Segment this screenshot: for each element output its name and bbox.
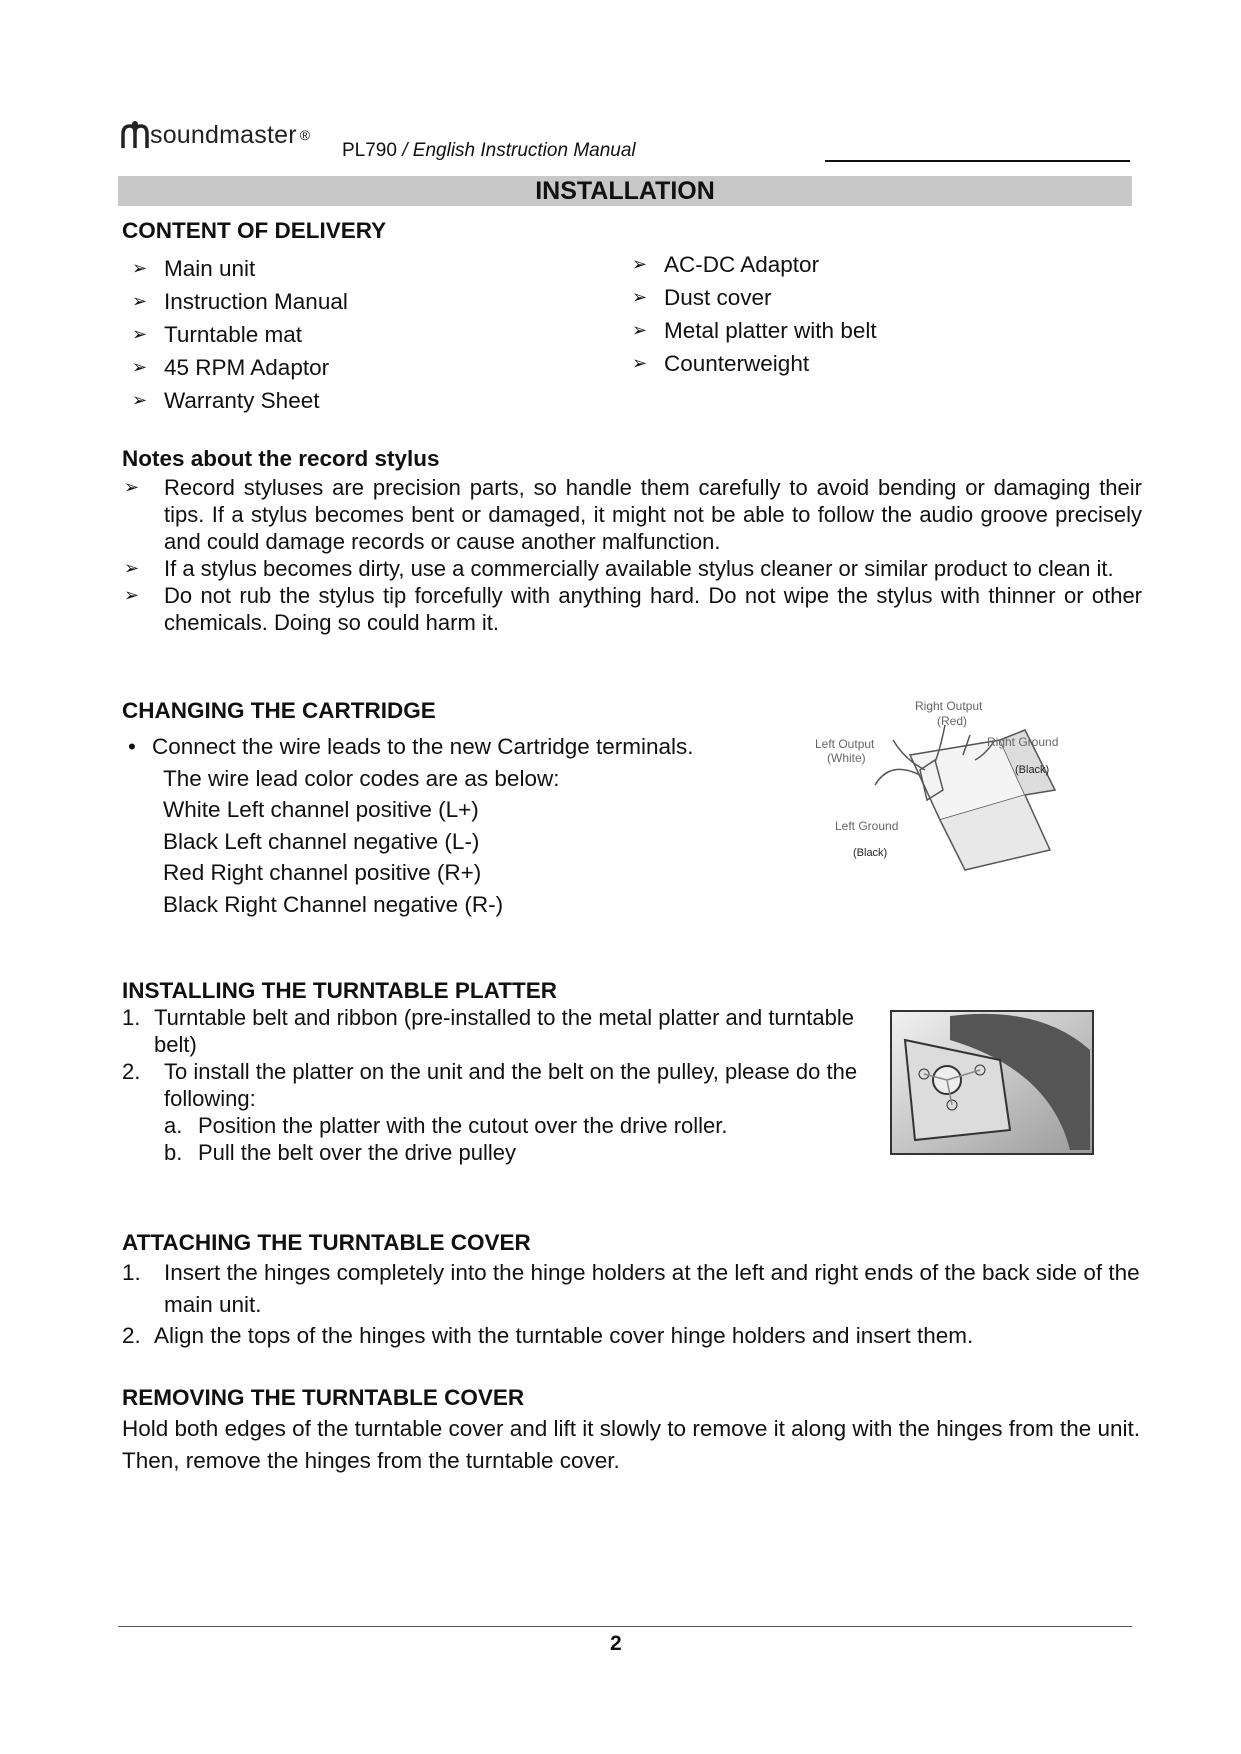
platter-steps — [122, 1004, 862, 1166]
brand-logo — [120, 120, 310, 150]
label-right-output-color: (Red) — [937, 714, 968, 728]
arrow-bullet-icon: ➢ — [124, 558, 140, 578]
list-item: b. Pull the belt over the drive pulley — [164, 1140, 516, 1165]
list-item: ➢ Record styluses are precision parts, so handle them carefully to avoid bending or damaging their tips. If a stylus becomes bent or damaged, it might not be able to follow the audio groove precisely and could damage records or cause another malfunction. — [124, 475, 1142, 554]
attach-steps — [122, 1257, 1142, 1352]
remove-text: Hold both edges of the turntable cover and lift it slowly to remove it along with the hinges from the unit. Then, remove the hinges from the turntable cover. — [122, 1416, 1141, 1473]
manual-title: / English Instruction Manual — [402, 140, 636, 161]
list-item: ➢ Instruction Manual — [122, 285, 348, 318]
list-item: ➢ AC-DC Adaptor — [622, 248, 877, 281]
label-left-output: Left Output — [815, 737, 875, 751]
model-number: PL790 — [342, 140, 397, 161]
arrow-bullet-icon: ➢ — [632, 353, 648, 373]
list-item: ➢ Warranty Sheet — [122, 384, 348, 417]
label-left-output-color: (White) — [827, 751, 866, 765]
arrow-bullet-icon: ➢ — [132, 324, 148, 344]
label-right-output: Right Output — [915, 700, 983, 713]
stylus-heading: Notes about the record stylus — [122, 446, 440, 471]
arrow-bullet-icon: ➢ — [132, 291, 148, 311]
list-item: ➢ If a stylus becomes dirty, use a commercially available stylus cleaner or similar product to clean it. — [124, 556, 1114, 581]
list-item: ➢ 45 RPM Adaptor — [122, 351, 348, 384]
platter-diagram — [890, 1010, 1095, 1155]
list-item: ➢ Do not rub the stylus tip forcefully with anything hard. Do not wipe the stylus with thinner or other chemicals. Doing so could harm it. — [124, 583, 1142, 635]
arrow-bullet-icon: ➢ — [632, 320, 648, 340]
dot-bullet-icon: • — [128, 734, 136, 759]
wire-code-line: Black Right Channel negative (R-) — [163, 891, 504, 917]
list-item: a. Position the platter with the cutout over the drive roller. — [164, 1113, 728, 1138]
model-line — [342, 140, 636, 162]
list-item: ➢ Counterweight — [622, 347, 877, 380]
label-left-ground-color: (Black) — [853, 847, 888, 859]
arrow-bullet-icon: ➢ — [632, 287, 648, 307]
list-item: • Connect the wire leads to the new Cartridge terminals. — [128, 731, 694, 763]
page-title: INSTALLATION — [118, 176, 1132, 206]
list-item: 2. To install the platter on the unit and the belt on the pulley, please do the following: — [122, 1059, 858, 1111]
brand-name: soundmaster — [150, 120, 297, 149]
header-rule — [825, 160, 1130, 162]
list-item: 2. Align the tops of the hinges with the turntable cover hinge holders and insert them. — [122, 1323, 974, 1348]
attach-heading: ATTACHING THE TURNTABLE COVER — [122, 1230, 531, 1255]
arrow-bullet-icon: ➢ — [124, 477, 140, 497]
delivery-list-left — [122, 252, 348, 417]
platter-heading: INSTALLING THE TURNTABLE PLATTER — [122, 978, 557, 1003]
arrow-bullet-icon: ➢ — [132, 390, 148, 410]
label-right-ground: Right Ground — [987, 735, 1059, 749]
remove-heading: REMOVING THE TURNTABLE COVER — [122, 1385, 525, 1410]
cartridge-instructions — [128, 731, 694, 920]
list-item: ➢ Metal platter with belt — [622, 314, 877, 347]
list-item: 1. Turntable belt and ribbon (pre-installed to the metal platter and turntable belt) — [122, 1005, 854, 1057]
cartridge-diagram — [815, 700, 1075, 875]
wire-code-line: Red Right channel positive (R+) — [163, 860, 482, 885]
wire-code-line: The wire lead color codes are as below: — [163, 765, 560, 791]
arrow-bullet-icon: ➢ — [132, 258, 148, 278]
stylus-notes — [122, 474, 1142, 636]
arrow-bullet-icon: ➢ — [132, 357, 148, 377]
label-left-ground: Left Ground — [835, 819, 899, 833]
list-item: 1. Insert the hinges completely into the hinge holders at the left and right ends of the back side of the main unit. — [122, 1260, 1140, 1317]
list-item: ➢ Turntable mat — [122, 318, 348, 351]
registered-mark: ® — [299, 127, 311, 143]
list-item: ➢ Dust cover — [622, 281, 877, 314]
page-number: 2 — [610, 1632, 622, 1655]
delivery-list-right — [622, 248, 877, 380]
soundmaster-logo-icon — [120, 120, 150, 150]
arrow-bullet-icon: ➢ — [632, 254, 648, 274]
label-right-ground-color: (Black) — [1015, 764, 1050, 776]
footer-rule — [118, 1626, 1132, 1627]
wire-code-line: Black Left channel negative (L-) — [163, 828, 480, 854]
delivery-heading: CONTENT OF DELIVERY — [122, 218, 387, 243]
arrow-bullet-icon: ➢ — [124, 585, 140, 605]
cartridge-heading: CHANGING THE CARTRIDGE — [122, 698, 436, 723]
wire-code-line: White Left channel positive (L+) — [163, 797, 479, 822]
list-item: ➢ Main unit — [122, 252, 348, 285]
